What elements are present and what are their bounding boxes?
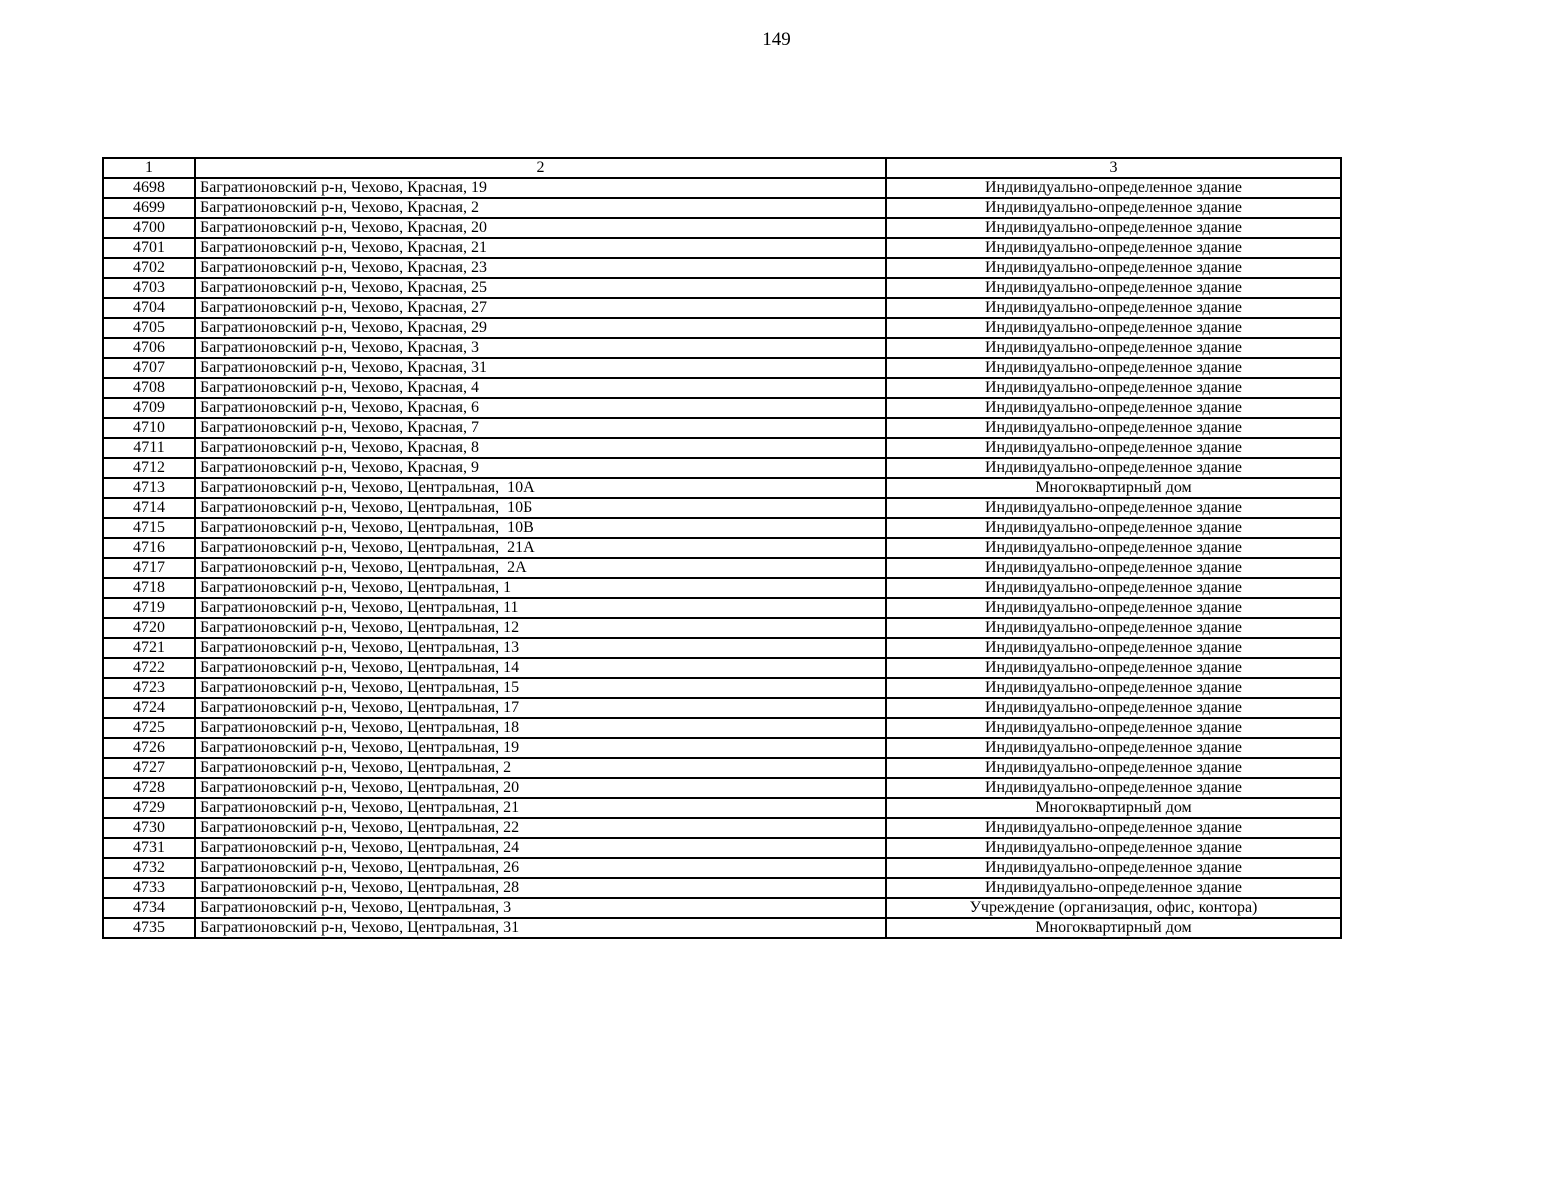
address-cell: Багратионовский р-н, Чехово, Красная, 2 <box>195 198 886 218</box>
object-type-cell: Индивидуально-определенное здание <box>886 238 1341 258</box>
row-number-cell: 4728 <box>103 778 195 798</box>
object-type-cell: Индивидуально-определенное здание <box>886 858 1341 878</box>
row-number-cell: 4717 <box>103 558 195 578</box>
table-row <box>103 858 1341 878</box>
row-number-cell: 4716 <box>103 538 195 558</box>
row-number-cell: 4704 <box>103 298 195 318</box>
object-type-cell: Индивидуально-определенное здание <box>886 298 1341 318</box>
table-row <box>103 478 1341 498</box>
table-row <box>103 558 1341 578</box>
address-cell: Багратионовский р-н, Чехово, Красная, 23 <box>195 258 886 278</box>
object-type-cell: Индивидуально-определенное здание <box>886 678 1341 698</box>
row-number-cell: 4729 <box>103 798 195 818</box>
table-row <box>103 178 1341 198</box>
table-row <box>103 818 1341 838</box>
row-number-cell: 4707 <box>103 358 195 378</box>
object-type-cell: Многоквартирный дом <box>886 478 1341 498</box>
object-type-cell: Индивидуально-определенное здание <box>886 218 1341 238</box>
page-number: 149 <box>762 29 791 50</box>
table-row <box>103 738 1341 758</box>
table-row <box>103 258 1341 278</box>
table-row <box>103 498 1341 518</box>
row-number-cell: 4734 <box>103 898 195 918</box>
table-row <box>103 758 1341 778</box>
object-type-cell: Индивидуально-определенное здание <box>886 418 1341 438</box>
address-cell: Багратионовский р-н, Чехово, Центральная, 19 <box>195 738 886 758</box>
table-row <box>103 338 1341 358</box>
object-type-cell: Индивидуально-определенное здание <box>886 438 1341 458</box>
table-row <box>103 218 1341 238</box>
row-number-cell: 4708 <box>103 378 195 398</box>
row-number-cell: 4730 <box>103 818 195 838</box>
row-number-cell: 4702 <box>103 258 195 278</box>
object-type-cell: Учреждение (организация, офис, контора) <box>886 898 1341 918</box>
object-type-cell: Индивидуально-определенное здание <box>886 838 1341 858</box>
object-type-cell: Индивидуально-определенное здание <box>886 178 1341 198</box>
table-row <box>103 778 1341 798</box>
table-row <box>103 458 1341 478</box>
row-number-cell: 4706 <box>103 338 195 358</box>
object-type-cell: Индивидуально-определенное здание <box>886 278 1341 298</box>
object-type-cell: Индивидуально-определенное здание <box>886 778 1341 798</box>
object-type-cell: Индивидуально-определенное здание <box>886 518 1341 538</box>
address-cell: Багратионовский р-н, Чехово, Центральная, 15 <box>195 678 886 698</box>
table-row <box>103 638 1341 658</box>
table-row <box>103 318 1341 338</box>
address-cell: Багратионовский р-н, Чехово, Центральная, 1 <box>195 578 886 598</box>
object-type-cell: Индивидуально-определенное здание <box>886 718 1341 738</box>
row-number-cell: 4724 <box>103 698 195 718</box>
table-row <box>103 618 1341 638</box>
object-type-cell: Индивидуально-определенное здание <box>886 618 1341 638</box>
object-type-cell: Индивидуально-определенное здание <box>886 758 1341 778</box>
object-type-cell: Многоквартирный дом <box>886 918 1341 938</box>
row-number-cell: 4714 <box>103 498 195 518</box>
object-type-cell: Индивидуально-определенное здание <box>886 398 1341 418</box>
table-body <box>103 158 1341 938</box>
table-row <box>103 838 1341 858</box>
address-cell: Багратионовский р-н, Чехово, Красная, 27 <box>195 298 886 318</box>
address-cell: Багратионовский р-н, Чехово, Центральная, 11 <box>195 598 886 618</box>
object-type-cell: Индивидуально-определенное здание <box>886 818 1341 838</box>
object-type-cell: Индивидуально-определенное здание <box>886 458 1341 478</box>
row-number-cell: 4726 <box>103 738 195 758</box>
object-type-cell: Индивидуально-определенное здание <box>886 658 1341 678</box>
table-row <box>103 798 1341 818</box>
address-cell: Багратионовский р-н, Чехово, Красная, 31 <box>195 358 886 378</box>
address-cell: Багратионовский р-н, Чехово, Красная, 4 <box>195 378 886 398</box>
table-row <box>103 418 1341 438</box>
row-number-cell: 4710 <box>103 418 195 438</box>
address-cell: Багратионовский р-н, Чехово, Центральная, 10Б <box>195 498 886 518</box>
row-number-cell: 4703 <box>103 278 195 298</box>
address-cell: Багратионовский р-н, Чехово, Красная, 21 <box>195 238 886 258</box>
row-number-cell: 4700 <box>103 218 195 238</box>
table-row <box>103 538 1341 558</box>
row-number-cell: 4712 <box>103 458 195 478</box>
row-number-cell: 4719 <box>103 598 195 618</box>
property-table <box>102 157 1342 939</box>
table-row <box>103 278 1341 298</box>
table-row <box>103 698 1341 718</box>
row-number-cell: 4698 <box>103 178 195 198</box>
object-type-cell: Индивидуально-определенное здание <box>886 698 1341 718</box>
address-cell: Багратионовский р-н, Чехово, Центральная, 2А <box>195 558 886 578</box>
row-number-cell: 4720 <box>103 618 195 638</box>
header-col-3: 3 <box>886 158 1341 178</box>
address-cell: Багратионовский р-н, Чехово, Центральная, 20 <box>195 778 886 798</box>
row-number-cell: 4732 <box>103 858 195 878</box>
table-row <box>103 878 1341 898</box>
address-cell: Багратионовский р-н, Чехово, Красная, 19 <box>195 178 886 198</box>
row-number-cell: 4725 <box>103 718 195 738</box>
address-cell: Багратионовский р-н, Чехово, Центральная, 28 <box>195 878 886 898</box>
object-type-cell: Индивидуально-определенное здание <box>886 498 1341 518</box>
address-cell: Багратионовский р-н, Чехово, Красная, 25 <box>195 278 886 298</box>
object-type-cell: Многоквартирный дом <box>886 798 1341 818</box>
object-type-cell: Индивидуально-определенное здание <box>886 878 1341 898</box>
address-cell: Багратионовский р-н, Чехово, Красная, 6 <box>195 398 886 418</box>
row-number-cell: 4705 <box>103 318 195 338</box>
object-type-cell: Индивидуально-определенное здание <box>886 578 1341 598</box>
address-cell: Багратионовский р-н, Чехово, Центральная, 31 <box>195 918 886 938</box>
object-type-cell: Индивидуально-определенное здание <box>886 318 1341 338</box>
table-row <box>103 578 1341 598</box>
row-number-cell: 4722 <box>103 658 195 678</box>
address-cell: Багратионовский р-н, Чехово, Центральная, 24 <box>195 838 886 858</box>
address-cell: Багратионовский р-н, Чехово, Красная, 7 <box>195 418 886 438</box>
row-number-cell: 4713 <box>103 478 195 498</box>
address-cell: Багратионовский р-н, Чехово, Центральная, 22 <box>195 818 886 838</box>
header-col-1: 1 <box>103 158 195 178</box>
table-row <box>103 718 1341 738</box>
row-number-cell: 4715 <box>103 518 195 538</box>
row-number-cell: 4723 <box>103 678 195 698</box>
table-row <box>103 238 1341 258</box>
table-row <box>103 438 1341 458</box>
address-cell: Багратионовский р-н, Чехово, Красная, 29 <box>195 318 886 338</box>
object-type-cell: Индивидуально-определенное здание <box>886 378 1341 398</box>
address-cell: Багратионовский р-н, Чехово, Центральная, 17 <box>195 698 886 718</box>
object-type-cell: Индивидуально-определенное здание <box>886 358 1341 378</box>
header-col-2: 2 <box>195 158 886 178</box>
table-row <box>103 678 1341 698</box>
address-cell: Багратионовский р-н, Чехово, Центральная, 21А <box>195 538 886 558</box>
object-type-cell: Индивидуально-определенное здание <box>886 198 1341 218</box>
row-number-cell: 4718 <box>103 578 195 598</box>
table-row <box>103 378 1341 398</box>
table-row <box>103 518 1341 538</box>
row-number-cell: 4727 <box>103 758 195 778</box>
row-number-cell: 4735 <box>103 918 195 938</box>
table-row <box>103 898 1341 918</box>
object-type-cell: Индивидуально-определенное здание <box>886 738 1341 758</box>
table-row <box>103 198 1341 218</box>
row-number-cell: 4699 <box>103 198 195 218</box>
address-cell: Багратионовский р-н, Чехово, Красная, 3 <box>195 338 886 358</box>
table-row <box>103 658 1341 678</box>
address-cell: Багратионовский р-н, Чехово, Центральная, 10В <box>195 518 886 538</box>
table-row <box>103 298 1341 318</box>
address-cell: Багратионовский р-н, Чехово, Красная, 9 <box>195 458 886 478</box>
address-cell: Багратионовский р-н, Чехово, Центральная, 12 <box>195 618 886 638</box>
address-cell: Багратионовский р-н, Чехово, Центральная, 18 <box>195 718 886 738</box>
object-type-cell: Индивидуально-определенное здание <box>886 338 1341 358</box>
row-number-cell: 4733 <box>103 878 195 898</box>
address-cell: Багратионовский р-н, Чехово, Центральная, 26 <box>195 858 886 878</box>
table-header-row <box>103 158 1341 178</box>
object-type-cell: Индивидуально-определенное здание <box>886 258 1341 278</box>
address-cell: Багратионовский р-н, Чехово, Красная, 20 <box>195 218 886 238</box>
row-number-cell: 4709 <box>103 398 195 418</box>
table-row <box>103 598 1341 618</box>
row-number-cell: 4701 <box>103 238 195 258</box>
address-cell: Багратионовский р-н, Чехово, Красная, 8 <box>195 438 886 458</box>
row-number-cell: 4731 <box>103 838 195 858</box>
object-type-cell: Индивидуально-определенное здание <box>886 598 1341 618</box>
object-type-cell: Индивидуально-определенное здание <box>886 538 1341 558</box>
table-row <box>103 398 1341 418</box>
address-cell: Багратионовский р-н, Чехово, Центральная, 10А <box>195 478 886 498</box>
address-cell: Багратионовский р-н, Чехово, Центральная, 13 <box>195 638 886 658</box>
table-row <box>103 918 1341 938</box>
address-cell: Багратионовский р-н, Чехово, Центральная, 21 <box>195 798 886 818</box>
row-number-cell: 4711 <box>103 438 195 458</box>
row-number-cell: 4721 <box>103 638 195 658</box>
address-cell: Багратионовский р-н, Чехово, Центральная, 3 <box>195 898 886 918</box>
object-type-cell: Индивидуально-определенное здание <box>886 638 1341 658</box>
address-cell: Багратионовский р-н, Чехово, Центральная, 14 <box>195 658 886 678</box>
object-type-cell: Индивидуально-определенное здание <box>886 558 1341 578</box>
address-cell: Багратионовский р-н, Чехово, Центральная, 2 <box>195 758 886 778</box>
table-row <box>103 358 1341 378</box>
